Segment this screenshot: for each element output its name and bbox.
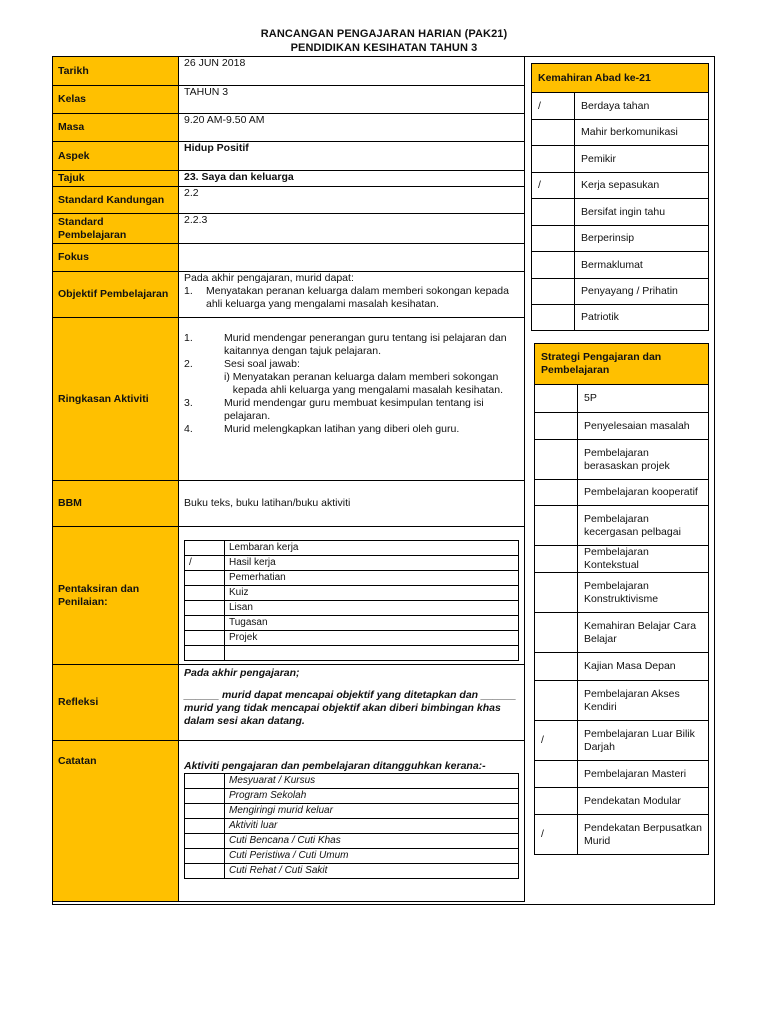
postponement-label: Cuti Peristiwa / Cuti Umum — [225, 849, 519, 864]
strategi-check[interactable]: / — [535, 815, 578, 855]
strategi-row — [535, 815, 709, 855]
assessment-row — [185, 556, 519, 571]
activity-item — [184, 423, 519, 436]
activity-number: 3. — [184, 397, 193, 409]
assessment-label: Hasil kerja — [225, 556, 519, 571]
kemahiran-label: Penyayang / Prihatin — [575, 279, 709, 305]
strategi-label: Pembelajaran Masteri — [578, 761, 709, 788]
value-tarikh[interactable]: 26 JUN 2018 — [179, 57, 525, 86]
postponement-check[interactable] — [185, 789, 225, 804]
strategi-check[interactable] — [535, 788, 578, 815]
strategi-label: Pembelajaran Luar Bilik Darjah — [578, 721, 709, 761]
postponement-check[interactable] — [185, 849, 225, 864]
kemahiran-check[interactable] — [532, 120, 575, 146]
kemahiran-row — [532, 279, 709, 305]
value-standard-kandungan[interactable]: 2.2 — [179, 187, 525, 214]
kemahiran-check[interactable] — [532, 146, 575, 173]
row-aspek — [53, 142, 525, 171]
kemahiran-check[interactable] — [532, 226, 575, 252]
kemahiran-check[interactable] — [532, 199, 575, 226]
kemahiran-label: Mahir berkomunikasi — [575, 120, 709, 146]
kemahiran-check[interactable]: / — [532, 173, 575, 199]
strategi-label: Pembelajaran kecergasan pelbagai — [578, 506, 709, 546]
row-fokus — [53, 244, 525, 272]
postponement-label: Cuti Bencana / Cuti Khas — [225, 834, 519, 849]
strategi-check[interactable] — [535, 613, 578, 653]
label-ringkasan: Ringkasan Aktiviti — [53, 318, 179, 481]
postponement-row — [185, 834, 519, 849]
kemahiran-table — [531, 63, 709, 331]
kemahiran-row — [532, 252, 709, 279]
assessment-row — [185, 631, 519, 646]
postponement-row — [185, 849, 519, 864]
assessment-label: Pemerhatian — [225, 571, 519, 586]
strategi-row — [535, 613, 709, 653]
postponement-row — [185, 789, 519, 804]
refleksi-line2: ______ murid dapat mencapai objektif yang ditetapkan dan ______ — [184, 689, 517, 701]
postponement-label: Aktiviti luar — [225, 819, 519, 834]
strategi-row — [535, 788, 709, 815]
kemahiran-row — [532, 120, 709, 146]
lesson-plan-table — [52, 56, 525, 902]
kemahiran-label: Kerja sepasukan — [575, 173, 709, 199]
activity-line: kepada ahli keluarga yang mengalami masalah kesihatan. — [224, 384, 504, 396]
assessment-row — [185, 571, 519, 586]
label-standard-kandungan: Standard Kandungan — [53, 187, 179, 214]
activity-item — [184, 358, 519, 397]
strategi-label: Kemahiran Belajar Cara Belajar — [578, 613, 709, 653]
strategi-row — [535, 681, 709, 721]
kemahiran-heading: Kemahiran Abad ke-21 — [532, 64, 709, 93]
strategi-label: 5P — [578, 385, 709, 413]
value-kelas[interactable]: TAHUN 3 — [179, 86, 525, 114]
assessment-check[interactable] — [185, 541, 225, 556]
kemahiran-row — [532, 305, 709, 331]
label-pentaksiran-line2: Penilaian: — [58, 595, 108, 608]
activity-number: 4. — [184, 423, 193, 435]
kemahiran-label: Patriotik — [575, 305, 709, 331]
strategi-check[interactable]: / — [535, 721, 578, 761]
postponement-label: Mesyuarat / Kursus — [225, 774, 519, 789]
kemahiran-label: Pemikir — [575, 146, 709, 173]
postponement-check[interactable] — [185, 774, 225, 789]
objektif-item-number: 1. — [184, 285, 193, 297]
assessment-label: Projek — [225, 631, 519, 646]
label-pentaksiran-line1: Pentaksiran dan — [58, 582, 140, 595]
assessment-label — [225, 646, 519, 661]
kemahiran-check[interactable] — [532, 279, 575, 305]
strategi-label: Penyelesaian masalah — [578, 413, 709, 440]
strategi-row — [535, 413, 709, 440]
assessment-check[interactable] — [185, 571, 225, 586]
strategi-label: Pembelajaran Kontekstual — [578, 546, 709, 573]
strategi-label: Kajian Masa Depan — [578, 653, 709, 681]
postponement-check[interactable] — [185, 819, 225, 834]
label-pentaksiran — [53, 527, 179, 665]
kemahiran-check[interactable] — [532, 305, 575, 331]
strategi-label: Pembelajaran Akses Kendiri — [578, 681, 709, 721]
assessment-label: Lisan — [225, 601, 519, 616]
strategi-check[interactable] — [535, 480, 578, 506]
strategi-row — [535, 721, 709, 761]
strategi-check[interactable] — [535, 681, 578, 721]
label-objektif: Objektif Pembelajaran — [53, 272, 179, 318]
strategi-label: Pembelajaran berasaskan projek — [578, 440, 709, 480]
value-fokus[interactable] — [179, 244, 525, 272]
postponement-label: Cuti Rehat / Cuti Sakit — [225, 864, 519, 879]
strategi-table — [534, 343, 709, 855]
kemahiran-row — [532, 226, 709, 252]
activity-item — [184, 397, 519, 423]
refleksi-line1: Pada akhir pengajaran; — [184, 667, 300, 679]
row-pentaksiran — [53, 527, 525, 665]
strategi-check[interactable] — [535, 413, 578, 440]
postponement-check[interactable] — [185, 834, 225, 849]
kemahiran-header-row — [532, 64, 709, 93]
strategi-header-row — [535, 344, 709, 385]
activity-line: pelajaran. — [224, 410, 271, 422]
value-bbm[interactable]: Buku teks, buku latihan/buku aktiviti — [179, 481, 525, 527]
objektif-item-line2: ahli keluarga yang mengalami masalah kesihatan. — [206, 298, 439, 310]
value-catatan — [179, 741, 525, 902]
strategi-row — [535, 761, 709, 788]
assessment-label: Tugasan — [225, 616, 519, 631]
kemahiran-row — [532, 93, 709, 120]
strategi-row — [535, 573, 709, 613]
row-standard-pembelajaran — [53, 214, 525, 244]
activity-number: 1. — [184, 332, 193, 344]
assessment-check[interactable] — [185, 631, 225, 646]
activity-item — [184, 332, 519, 358]
strategi-row — [535, 506, 709, 546]
postponement-label: Mengiringi murid keluar — [225, 804, 519, 819]
value-tajuk[interactable]: 23. Saya dan keluarga — [179, 171, 525, 187]
strategi-row — [535, 480, 709, 506]
value-pentaksiran — [179, 527, 525, 665]
value-refleksi[interactable] — [179, 665, 525, 741]
postponement-row — [185, 864, 519, 879]
strategi-row — [535, 385, 709, 413]
assessment-check[interactable] — [185, 601, 225, 616]
assessment-row — [185, 586, 519, 601]
activity-list — [184, 332, 519, 436]
strategi-check[interactable] — [535, 385, 578, 413]
activity-line: i) Menyatakan peranan keluarga dalam memberi sokongan — [224, 371, 499, 383]
strategi-label: Pembelajaran Konstruktivisme — [578, 573, 709, 613]
assessment-check[interactable]: / — [185, 556, 225, 571]
strategi-check[interactable] — [535, 573, 578, 613]
label-aspek: Aspek — [53, 142, 179, 171]
assessment-row — [185, 541, 519, 556]
activity-line: Murid mendengar penerangan guru tentang isi pelajaran dan — [224, 332, 507, 344]
value-standard-pembelajaran[interactable]: 2.2.3 — [179, 214, 525, 244]
refleksi-line4: dalam sesi akan datang. — [184, 715, 305, 727]
strategi-row — [535, 440, 709, 480]
activity-line: Murid mendengar guru membuat kesimpulan tentang isi — [224, 397, 484, 409]
row-bbm — [53, 481, 525, 527]
kemahiran-check[interactable]: / — [532, 93, 575, 120]
assessment-row — [185, 646, 519, 661]
assessment-label: Lembaran kerja — [225, 541, 519, 556]
document-subtitle: PENDIDIKAN KESIHATAN TAHUN 3 — [290, 42, 478, 54]
row-ringkasan — [53, 318, 525, 481]
assessment-label: Kuiz — [225, 586, 519, 601]
postponement-row — [185, 819, 519, 834]
label-catatan: Catatan — [53, 741, 179, 902]
row-objektif — [53, 272, 525, 318]
activity-line: Murid melengkapkan latihan yang diberi oleh guru. — [224, 423, 460, 435]
value-masa[interactable]: 9.20 AM-9.50 AM — [179, 114, 525, 142]
postponement-row — [185, 804, 519, 819]
assessment-check[interactable] — [185, 646, 225, 661]
assessment-check[interactable] — [185, 586, 225, 601]
assessment-check[interactable] — [185, 616, 225, 631]
strategi-heading: Strategi Pengajaran dan Pembelajaran — [535, 344, 709, 385]
row-standard-kandungan — [53, 187, 525, 214]
label-tajuk: Tajuk — [53, 171, 179, 187]
label-standard-pembelajaran: Standard Pembelajaran — [53, 214, 179, 244]
strategi-label: Pembelajaran kooperatif — [578, 480, 709, 506]
value-ringkasan[interactable] — [179, 318, 525, 481]
postponement-check[interactable] — [185, 864, 225, 879]
strategi-row — [535, 653, 709, 681]
strategi-row — [535, 546, 709, 573]
postponement-label: Program Sekolah — [225, 789, 519, 804]
assessment-row — [185, 616, 519, 631]
objektif-intro: Pada akhir pengajaran, murid dapat: — [184, 272, 354, 284]
objektif-item — [184, 285, 519, 298]
row-masa — [53, 114, 525, 142]
activity-line: kaitannya dengan tajuk pelajaran. — [224, 345, 382, 357]
kemahiran-row — [532, 173, 709, 199]
label-tarikh: Tarikh — [53, 57, 179, 86]
strategi-check[interactable] — [535, 546, 578, 573]
value-aspek[interactable]: Hidup Positif — [179, 142, 525, 171]
row-refleksi — [53, 665, 525, 741]
assessment-row — [185, 601, 519, 616]
postponement-check[interactable] — [185, 804, 225, 819]
postponement-row — [185, 774, 519, 789]
document-title: RANCANGAN PENGAJARAN HARIAN (PAK21) — [260, 28, 508, 40]
row-tajuk — [53, 171, 525, 187]
row-tarikh — [53, 57, 525, 86]
label-refleksi: Refleksi — [53, 665, 179, 741]
kemahiran-label: Berperinsip — [575, 226, 709, 252]
strategi-check[interactable] — [535, 653, 578, 681]
refleksi-line3: murid yang tidak mencapai objektif akan diberi bimbingan khas — [184, 702, 501, 714]
strategi-label: Pendekatan Berpusatkan Murid — [578, 815, 709, 855]
strategi-check[interactable] — [535, 440, 578, 480]
postponement-table — [184, 773, 519, 879]
objektif-item-line1: Menyatakan peranan keluarga dalam memberi sokongan kepada — [206, 285, 509, 297]
assessment-table — [184, 540, 519, 661]
kemahiran-label: Bersifat ingin tahu — [575, 199, 709, 226]
kemahiran-row — [532, 199, 709, 226]
strategi-label: Pendekatan Modular — [578, 788, 709, 815]
activity-line: Sesi soal jawab: — [224, 358, 300, 370]
label-masa: Masa — [53, 114, 179, 142]
strategi-check[interactable] — [535, 761, 578, 788]
row-catatan — [53, 741, 525, 902]
kemahiran-label: Berdaya tahan — [575, 93, 709, 120]
row-kelas — [53, 86, 525, 114]
label-fokus: Fokus — [53, 244, 179, 272]
activity-number: 2. — [184, 358, 193, 370]
strategi-check[interactable] — [535, 506, 578, 546]
label-kelas: Kelas — [53, 86, 179, 114]
value-objektif[interactable] — [179, 272, 525, 318]
kemahiran-row — [532, 146, 709, 173]
kemahiran-check[interactable] — [532, 252, 575, 279]
catatan-heading: Aktiviti pengajaran dan pembelajaran ditangguhkan kerana:- — [184, 760, 486, 772]
label-bbm: BBM — [53, 481, 179, 527]
kemahiran-label: Bermaklumat — [575, 252, 709, 279]
